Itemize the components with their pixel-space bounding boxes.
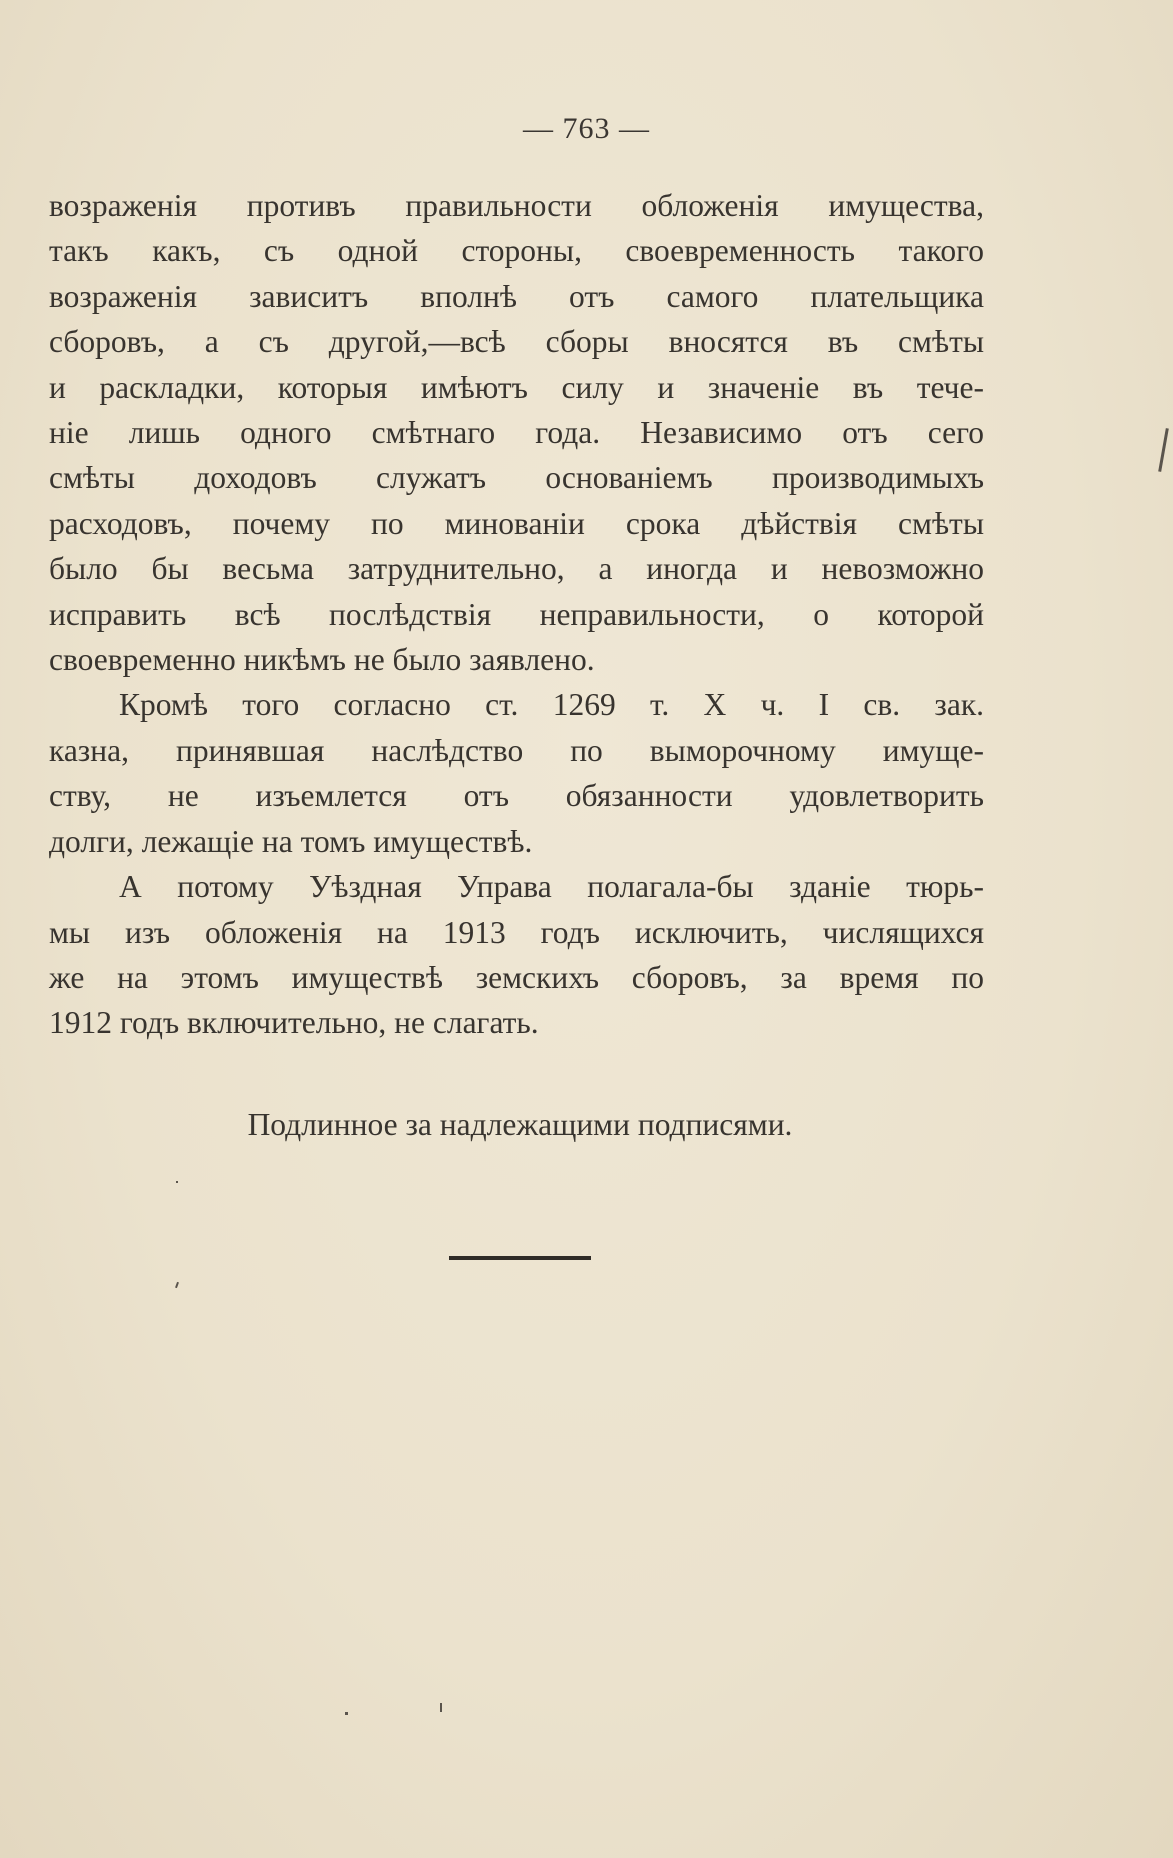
text-line: ству, не изъемлется отъ обязанности удовлетворить xyxy=(49,778,984,814)
text-line: же на этомъ имуществѣ земскихъ сборовъ, за время по xyxy=(49,959,984,995)
paragraph-2 xyxy=(49,682,984,864)
text-line: сборовъ, а съ другой,—всѣ сборы вносятся въ смѣты xyxy=(49,324,984,360)
text-line: 1912 годъ включительно, не слагать. xyxy=(49,1005,539,1041)
margin-mark xyxy=(1158,428,1169,472)
paragraph-3 xyxy=(49,864,984,1046)
speck xyxy=(175,1282,179,1288)
speck xyxy=(176,1181,178,1183)
text-line: возраженія противъ правильности обложенія имущества, xyxy=(49,188,984,223)
closing-rule xyxy=(449,1256,591,1260)
body-text xyxy=(49,183,984,1046)
text-line: расходовъ, почему по минованіи срока дѣйствія смѣты xyxy=(49,505,984,541)
text-line: было бы весьма затруднительно, а иногда и невозможно xyxy=(49,551,984,587)
text-line: мы изъ обложенія на 1913 годъ исключить, числящихся xyxy=(49,914,984,950)
text-line: долги, лежащіе на томъ имуществѣ. xyxy=(49,823,533,859)
text-line: Кромѣ того согласно ст. 1269 т. X ч. I св. зак. xyxy=(119,687,984,723)
text-line: своевременно никѣмъ не было заявлено. xyxy=(49,642,595,678)
text-line: смѣты доходовъ служатъ основаніемъ производимыхъ xyxy=(49,460,984,496)
text-line: такъ какъ, съ одной стороны, своевременность такого xyxy=(49,233,984,269)
text-line: возраженія зависитъ вполнѣ отъ самого плательщика xyxy=(49,278,984,314)
text-line: и раскладки, которыя имѣютъ силу и значеніе въ тече- xyxy=(49,369,984,405)
text-line: казна, принявшая наслѣдство по выморочному имуще- xyxy=(49,732,984,768)
text-line: ніе лишь одного смѣтнаго года. Независимо отъ сего xyxy=(49,415,984,451)
text-line: исправить всѣ послѣдствія неправильности, о которой xyxy=(49,596,984,632)
page-number: — 763 — xyxy=(523,112,650,145)
signature-note: Подлинное за надлежащими подписями. xyxy=(247,1107,793,1142)
text-line: А потому Уѣздная Управа полагала-бы зданіе тюрь- xyxy=(119,869,984,905)
paragraph-1 xyxy=(49,183,984,682)
speck xyxy=(440,1703,442,1712)
speck xyxy=(345,1712,348,1715)
